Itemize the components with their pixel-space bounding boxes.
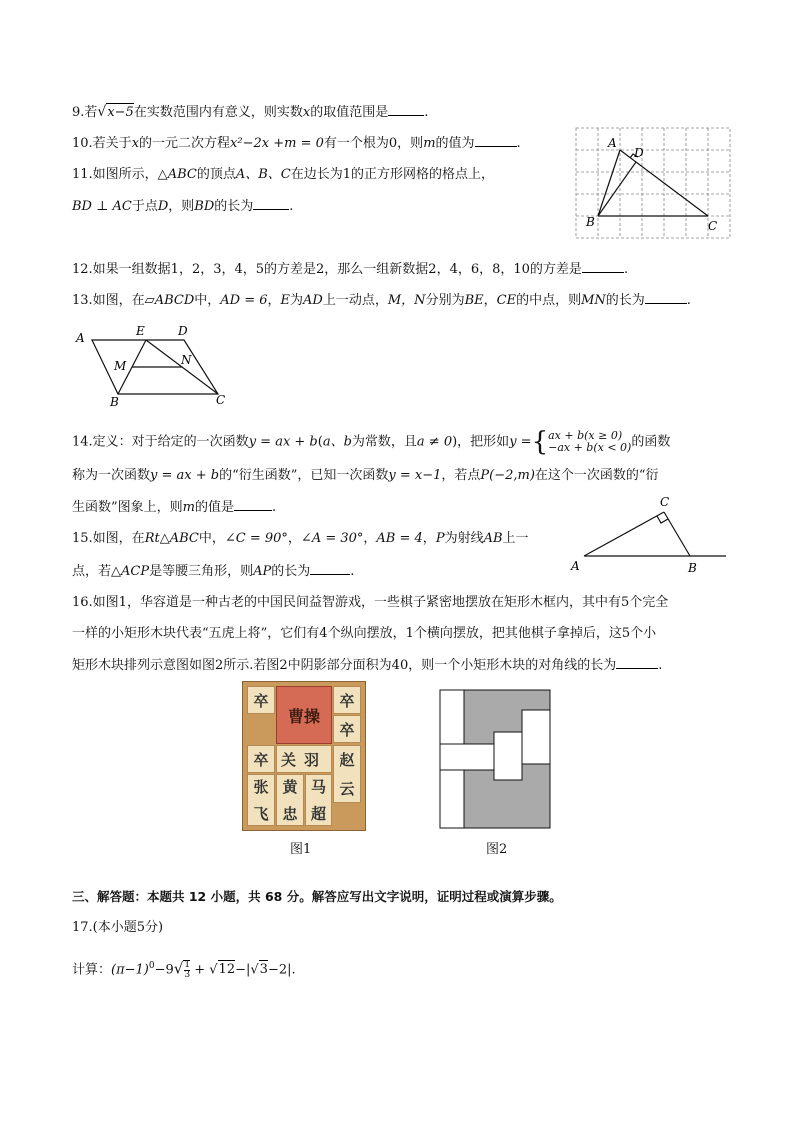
q17-fraction: $\frac{1}{3}$ [184, 959, 191, 980]
figure-2-caption: 图2 [486, 842, 508, 857]
answer-blank-14[interactable] [234, 498, 272, 511]
question-11-line1: 11.如图所示，△ABC的顶点A、B、C在边长为1的正方形网格的格点上， [72, 167, 495, 182]
question-10: 10.若关于x的一元二次方程x²−2x +m = 0有一个根为0，则m的值为 . [72, 136, 521, 151]
tile-zu-2: 卒 [333, 686, 361, 714]
question-17-header: 17.(本小题5分) [72, 920, 164, 935]
tile-huangzhong: 黄 忠 [276, 774, 304, 826]
q13-label-m: M [114, 359, 127, 373]
q13-label-c: C [216, 393, 226, 407]
q13-label-a: A [76, 331, 85, 345]
question-14-line2: 称为一次函数y = ax + b的“衍生函数”，已知一次函数y = x−1，若点P(−2,m)在这个一次函数的“衍 [72, 468, 659, 483]
tile-machao: 马 超 [305, 774, 332, 826]
q13-label-e: E [136, 324, 145, 338]
answer-blank-16[interactable] [616, 656, 658, 669]
tile-zu-1: 卒 [247, 686, 275, 714]
q11-label-a: A [608, 136, 617, 150]
question-12: 12.如果一组数据1，2，3，4，5的方差是2，那么一组新数据2，4，6，8，10的方差是 . [72, 262, 629, 277]
q11-label-d: D [634, 146, 644, 160]
question-16-line1: 16.如图1，华容道是一种古老的中国民间益智游戏，一些棋子紧密地摆放在矩形木框内，其中有5个完全 [72, 595, 669, 610]
question-16-line2: 一样的小矩形木块代表“五虎上将”，它们有4个纵向摆放，1个横向摆放，把其他棋子拿掉后，这5个小 [72, 626, 657, 641]
answer-blank-12[interactable] [582, 260, 624, 273]
q15-label-a: A [571, 559, 580, 573]
q14-piecewise: ax + b(x ≥ 0) −ax + b(x < 0) [548, 429, 632, 454]
tile-zu-3: 卒 [333, 715, 361, 743]
q13-label-d: D [178, 324, 188, 338]
question-14-line3: 生函数”图象上，则m的值是 . [72, 500, 277, 515]
question-9: 9.若√x−5在实数范围内有意义，则实数x的取值范围是 . [72, 104, 429, 120]
q11-grid-figure [574, 126, 734, 242]
answer-blank-15[interactable] [310, 562, 350, 575]
q15-triangle-figure [566, 494, 732, 576]
q10-equation: x²−2x +m = 0 [230, 136, 324, 151]
question-16-line3: 矩形木块排列示意图如图2所示.若图2中阴影部分面积为40，则一个小矩形木块的对角线的长为 . [72, 658, 663, 673]
tile-zhangfei: 张 飞 [247, 774, 275, 826]
section-3-heading: 三、解答题：本题共 12 小题，共 68 分。解答应写出文字说明，证明过程或演算步骤。 [72, 889, 562, 904]
q15-label-c: C [660, 495, 670, 509]
q9-text: 9.若 [72, 105, 98, 120]
q13-label-b: B [110, 395, 119, 408]
q9-radicand: x−5 [107, 105, 134, 120]
tile-zhaoyun: 赵 云 [333, 745, 361, 803]
question-15-line1: 15.如图，在Rt△ABC中，∠C = 90°，∠A = 30°，AB = 4，P为射线AB上一 [72, 531, 529, 546]
answer-blank-10[interactable] [475, 134, 517, 147]
tile-guanyu: 关羽 [276, 745, 332, 773]
question-17-expression: 计算：$(\pi-1)^0-9√$ $\frac{1}{3}$ + √12−|√3−2|. [72, 959, 296, 980]
question-15-line2: 点，若△ACP是等腰三角形，则AP的长为 . [72, 564, 355, 579]
question-11-line2: BD ⊥ AC于点D，则BD的长为 . [72, 199, 294, 214]
huarong-board-figure [242, 681, 366, 831]
answer-blank-13[interactable] [645, 291, 687, 304]
tile-caocao: 曹操 [276, 686, 332, 744]
answer-blank-11[interactable] [253, 197, 289, 210]
question-14-line1: 14.定义：对于给定的一次函数y = ax + b(a、b为常数，且a ≠ 0)，把形如y ={ ax + b(x ≥ 0) −ax + b(x < 0) 的函数 [72, 427, 671, 457]
tile-zu-4: 卒 [247, 745, 275, 773]
q13-label-n: N [181, 353, 192, 367]
q11-label-b: B [586, 215, 595, 229]
answer-blank-9[interactable] [388, 103, 424, 116]
question-13: 13.如图，在▱ABCD中，AD = 6，E为AD上一动点，M，N分别为BE，CE的中点，则MN的长为 . [72, 293, 691, 308]
figure-1-caption: 图1 [290, 842, 312, 857]
rectangles-schematic-figure [439, 689, 553, 831]
q13-parallelogram-figure [74, 322, 234, 408]
q11-label-c: C [708, 219, 718, 233]
q15-label-b: B [688, 561, 697, 575]
